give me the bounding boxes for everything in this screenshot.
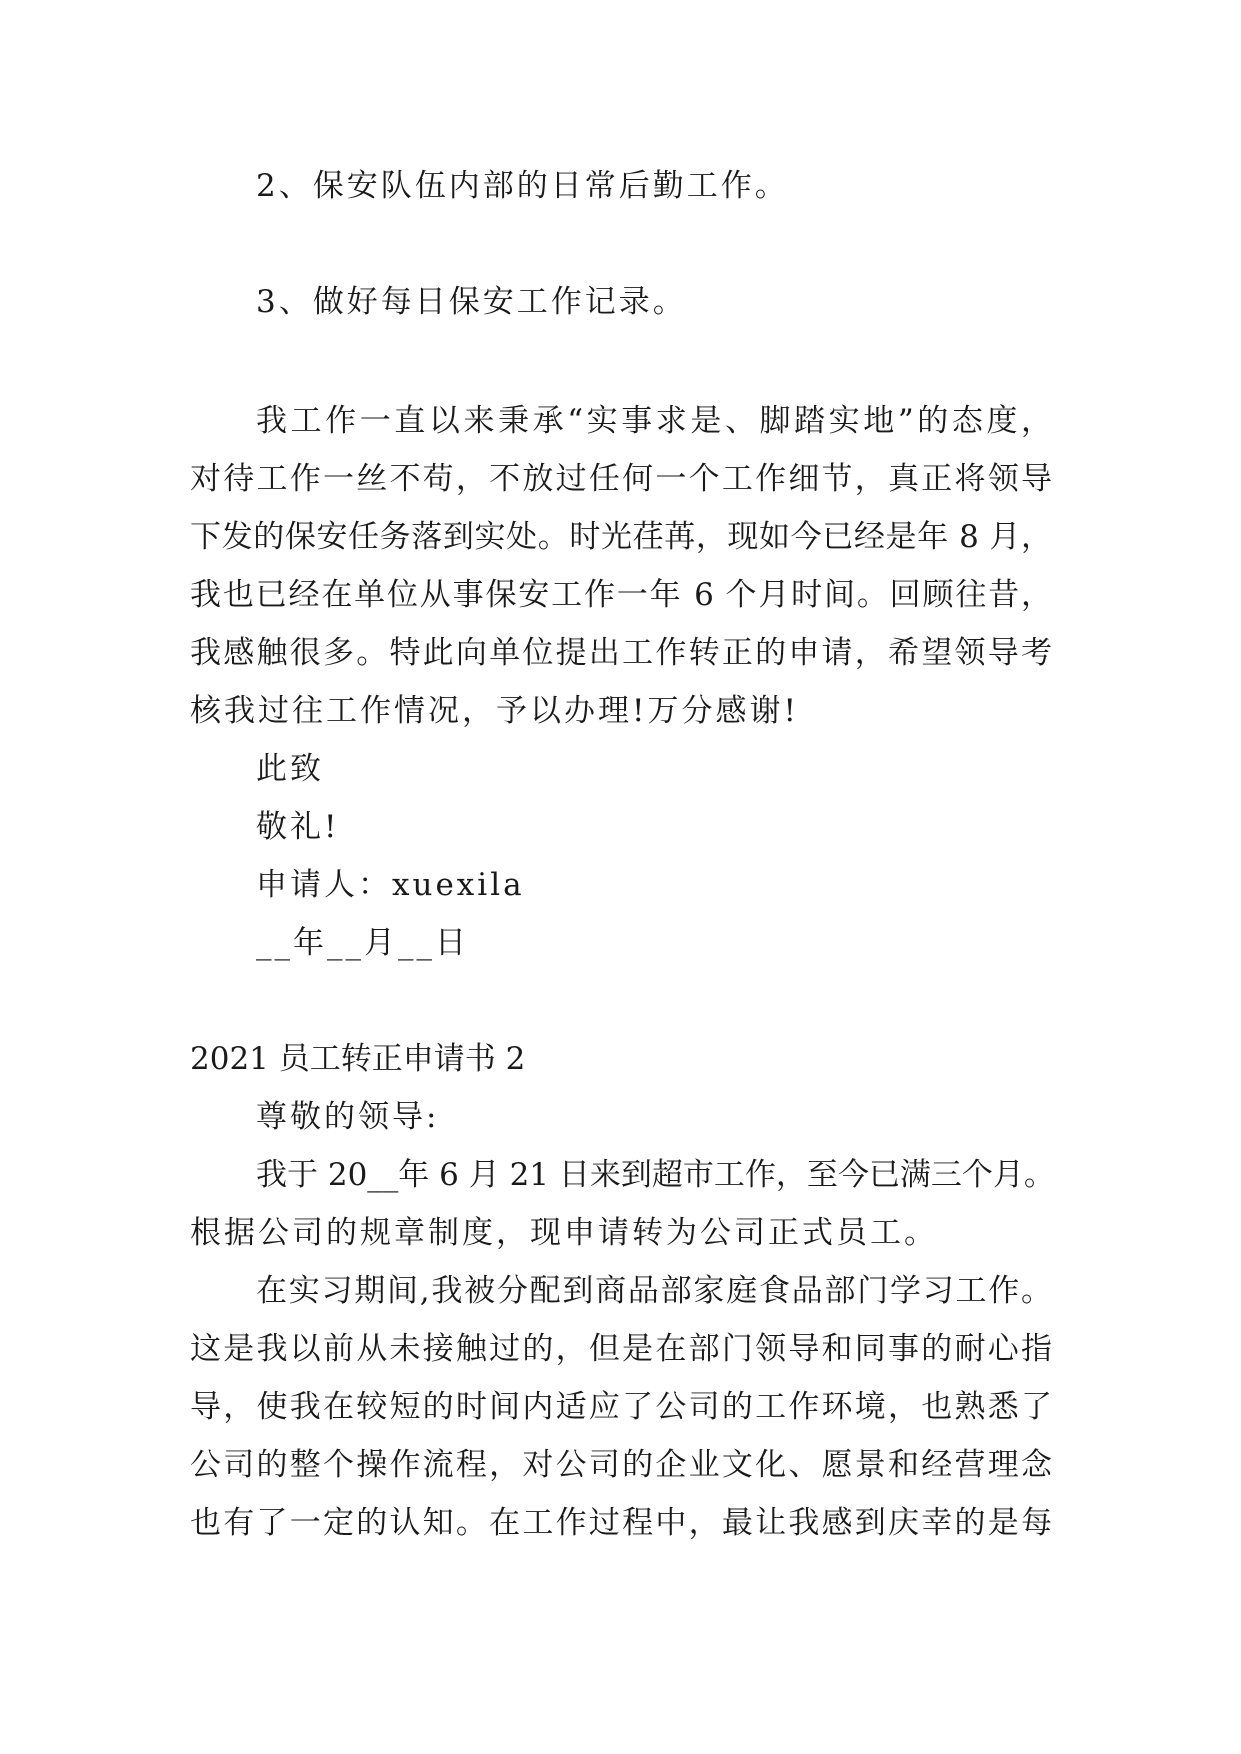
applicant-signature: 申请人：xuexila [256,867,525,903]
paragraph-line: 在实习期间,我被分配到商品部家庭食品部门学习工作。 [256,1273,1052,1309]
section-title: 2021 员工转正申请书 2 [190,1041,526,1077]
paragraph-line: 根据公司的规章制度，现申请转为公司正式员工。 [190,1215,938,1251]
list-item-3: 3、做好每日保安工作记录。 [256,284,687,320]
paragraph-line: 对待工作一丝不苟，不放过任何一个工作细节，真正将领导 [190,461,1052,497]
paragraph-line: 我于 20__年 6 月 21 日来到超市工作，至今已满三个月。 [256,1157,1055,1193]
greeting-text: 尊敬的领导: [256,1099,440,1135]
date-line: __年__月__日 [256,925,469,961]
paragraph-line: 也有了一定的认知。在工作过程中，最让我感到庆幸的是每 [190,1505,1052,1541]
paragraph-line: 我也已经在单位从事保安工作一年 6 个月时间。回顾往昔， [190,577,1052,613]
closing-text: 此致 [256,751,324,787]
paragraph-line: 公司的整个操作流程，对公司的企业文化、愿景和经营理念 [190,1447,1052,1483]
paragraph-line: 核我过往工作情况，予以办理!万分感谢! [190,693,799,729]
paragraph-line: 下发的保安任务落到实处。时光荏苒，现如今已经是年 8 月， [190,519,1052,555]
paragraph-line: 导，使我在较短的时间内适应了公司的工作环境，也熟悉了 [190,1389,1052,1425]
paragraph-line: 我工作一直以来秉承“实事求是、脚踏实地”的态度， [256,403,1052,439]
paragraph-line: 这是我以前从未接触过的，但是在部门领导和同事的耐心指 [190,1331,1052,1367]
salutation-text: 敬礼! [256,809,340,845]
list-item-2: 2、保安队伍内部的日常后勤工作。 [256,168,789,204]
paragraph-line: 我感触很多。特此向单位提出工作转正的申请，希望领导考 [190,635,1052,671]
